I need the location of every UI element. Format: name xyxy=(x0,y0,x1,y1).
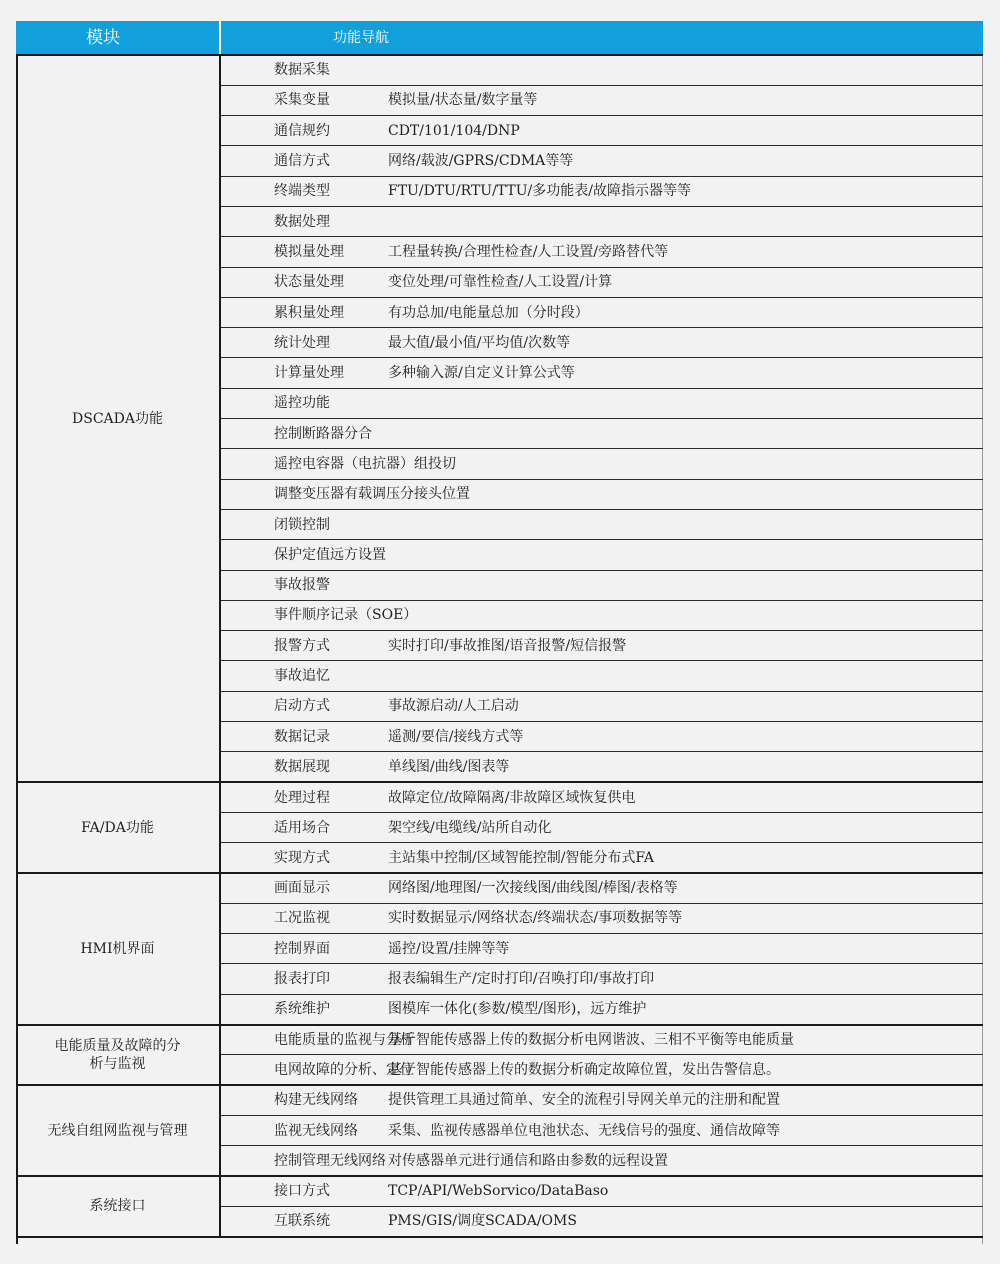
feature-cell: 遥控电容器（电抗器）组投切 xyxy=(220,449,983,479)
description-cell: 网络图/地理图/一次接线图/曲线图/棒图/表格等 xyxy=(388,873,983,903)
function-table-wrapper xyxy=(16,21,983,1238)
description-cell: 遥控/设置/挂牌等等 xyxy=(388,934,983,964)
description-cell: 基于智能传感器上传的数据分析确定故障位置，发出告警信息。 xyxy=(388,1055,983,1085)
description-cell: 遥测/要信/接线方式等 xyxy=(388,722,983,752)
table-header-row xyxy=(16,21,983,55)
feature-cell: 通信规约 xyxy=(220,116,388,146)
table-row xyxy=(16,1025,983,1055)
feature-cell: 互联系统 xyxy=(220,1206,388,1236)
description-cell: TCP/API/WebSorvico/DataBaso xyxy=(388,1176,983,1206)
feature-cell: 实现方式 xyxy=(220,843,388,873)
description-cell: 提供管理工具通过简单、安全的流程引导网关单元的注册和配置 xyxy=(388,1085,983,1115)
feature-cell: 处理过程 xyxy=(220,782,388,812)
description-cell: 单线图/曲线/图表等 xyxy=(388,752,983,782)
feature-cell: 闭锁控制 xyxy=(220,509,983,539)
feature-cell: 数据采集 xyxy=(220,55,983,85)
feature-cell: 控制界面 xyxy=(220,934,388,964)
feature-cell: 事件顺序记录（SOE） xyxy=(220,600,983,630)
feature-cell: 适用场合 xyxy=(220,812,388,842)
description-cell: 变位处理/可靠性检查/人工设置/计算 xyxy=(388,267,983,297)
description-cell: 工程量转换/合理性检查/人工设置/旁路替代等 xyxy=(388,237,983,267)
feature-cell: 电网故障的分析、定位 xyxy=(220,1055,388,1085)
module-cell: DSCADA功能 xyxy=(16,55,220,782)
description-cell: 采集、监视传感器单位电池状态、无线信号的强度、通信故障等 xyxy=(388,1115,983,1145)
description-cell: 有功总加/电能量总加（分时段） xyxy=(388,297,983,327)
description-cell: 实时打印/事故推图/语音报警/短信报警 xyxy=(388,631,983,661)
feature-cell: 数据处理 xyxy=(220,206,983,236)
table-row xyxy=(16,55,983,85)
feature-cell: 工况监视 xyxy=(220,903,388,933)
description-cell: 最大值/最小值/平均值/次数等 xyxy=(388,328,983,358)
table-row xyxy=(16,1176,983,1206)
feature-cell: 终端类型 xyxy=(220,176,388,206)
module-cell: 无线自组网监视与管理 xyxy=(16,1085,220,1176)
description-cell: 事故源启动/人工启动 xyxy=(388,691,983,721)
feature-cell: 启动方式 xyxy=(220,691,388,721)
description-cell: 对传感器单元进行通信和路由参数的远程设置 xyxy=(388,1146,983,1176)
feature-cell: 构建无线网络 xyxy=(220,1085,388,1115)
header-function-nav: 功能导航 xyxy=(220,21,983,55)
module-cell xyxy=(16,1025,220,1086)
header-module: 模块 xyxy=(16,21,220,55)
feature-cell: 控制断路器分合 xyxy=(220,419,983,449)
module-cell: HMI机界面 xyxy=(16,873,220,1024)
feature-cell: 事故报警 xyxy=(220,570,983,600)
description-cell: 网络/载波/GPRS/CDMA等等 xyxy=(388,146,983,176)
description-cell: 图模库一体化(参数/模型/图形)，远方维护 xyxy=(388,994,983,1024)
description-cell: FTU/DTU/RTU/TTU/多功能表/故障指示器等等 xyxy=(388,176,983,206)
description-cell: 报表编辑生产/定时打印/召唤打印/事故打印 xyxy=(388,964,983,994)
description-cell: 实时数据显示/网络状态/终端状态/事项数据等等 xyxy=(388,903,983,933)
module-cell: 系统接口 xyxy=(16,1176,220,1237)
description-cell: 模拟量/状态量/数字量等 xyxy=(388,85,983,115)
feature-cell: 电能质量的监视与分析 xyxy=(220,1025,388,1055)
feature-cell: 控制管理无线网络 xyxy=(220,1146,388,1176)
feature-cell: 监视无线网络 xyxy=(220,1115,388,1145)
feature-cell: 保护定值远方设置 xyxy=(220,540,983,570)
feature-cell: 报警方式 xyxy=(220,631,388,661)
feature-cell: 模拟量处理 xyxy=(220,237,388,267)
feature-cell: 计算量处理 xyxy=(220,358,388,388)
table-row xyxy=(16,873,983,903)
feature-cell: 调整变压器有载调压分接头位置 xyxy=(220,479,983,509)
feature-cell: 接口方式 xyxy=(220,1176,388,1206)
description-cell: 多种输入源/自定义计算公式等 xyxy=(388,358,983,388)
description-cell: 主站集中控制/区域智能控制/智能分布式FA xyxy=(388,843,983,873)
feature-cell: 状态量处理 xyxy=(220,267,388,297)
feature-cell: 采集变量 xyxy=(220,85,388,115)
description-cell: PMS/GIS/调度SCADA/OMS xyxy=(388,1206,983,1236)
feature-cell: 数据展现 xyxy=(220,752,388,782)
feature-cell: 报表打印 xyxy=(220,964,388,994)
function-table xyxy=(16,21,983,1238)
description-cell: CDT/101/104/DNP xyxy=(388,116,983,146)
feature-cell: 累积量处理 xyxy=(220,297,388,327)
feature-cell: 通信方式 xyxy=(220,146,388,176)
feature-cell: 统计处理 xyxy=(220,328,388,358)
feature-cell: 画面显示 xyxy=(220,873,388,903)
table-row xyxy=(16,1085,983,1115)
feature-cell: 事故追忆 xyxy=(220,661,983,691)
description-cell: 架空线/电缆线/站所自动化 xyxy=(388,812,983,842)
table-row xyxy=(16,782,983,812)
feature-cell: 遥控功能 xyxy=(220,388,983,418)
description-cell: 故障定位/故障隔离/非故障区域恢复供电 xyxy=(388,782,983,812)
feature-cell: 系统维护 xyxy=(220,994,388,1024)
feature-cell: 数据记录 xyxy=(220,722,388,752)
module-label: 电能质量及故障的分析与监视 xyxy=(54,1037,181,1072)
module-cell: FA/DA功能 xyxy=(16,782,220,873)
description-cell: 基于智能传感器上传的数据分析电网谐波、三相不平衡等电能质量 xyxy=(388,1025,983,1055)
table-body xyxy=(16,55,983,1237)
